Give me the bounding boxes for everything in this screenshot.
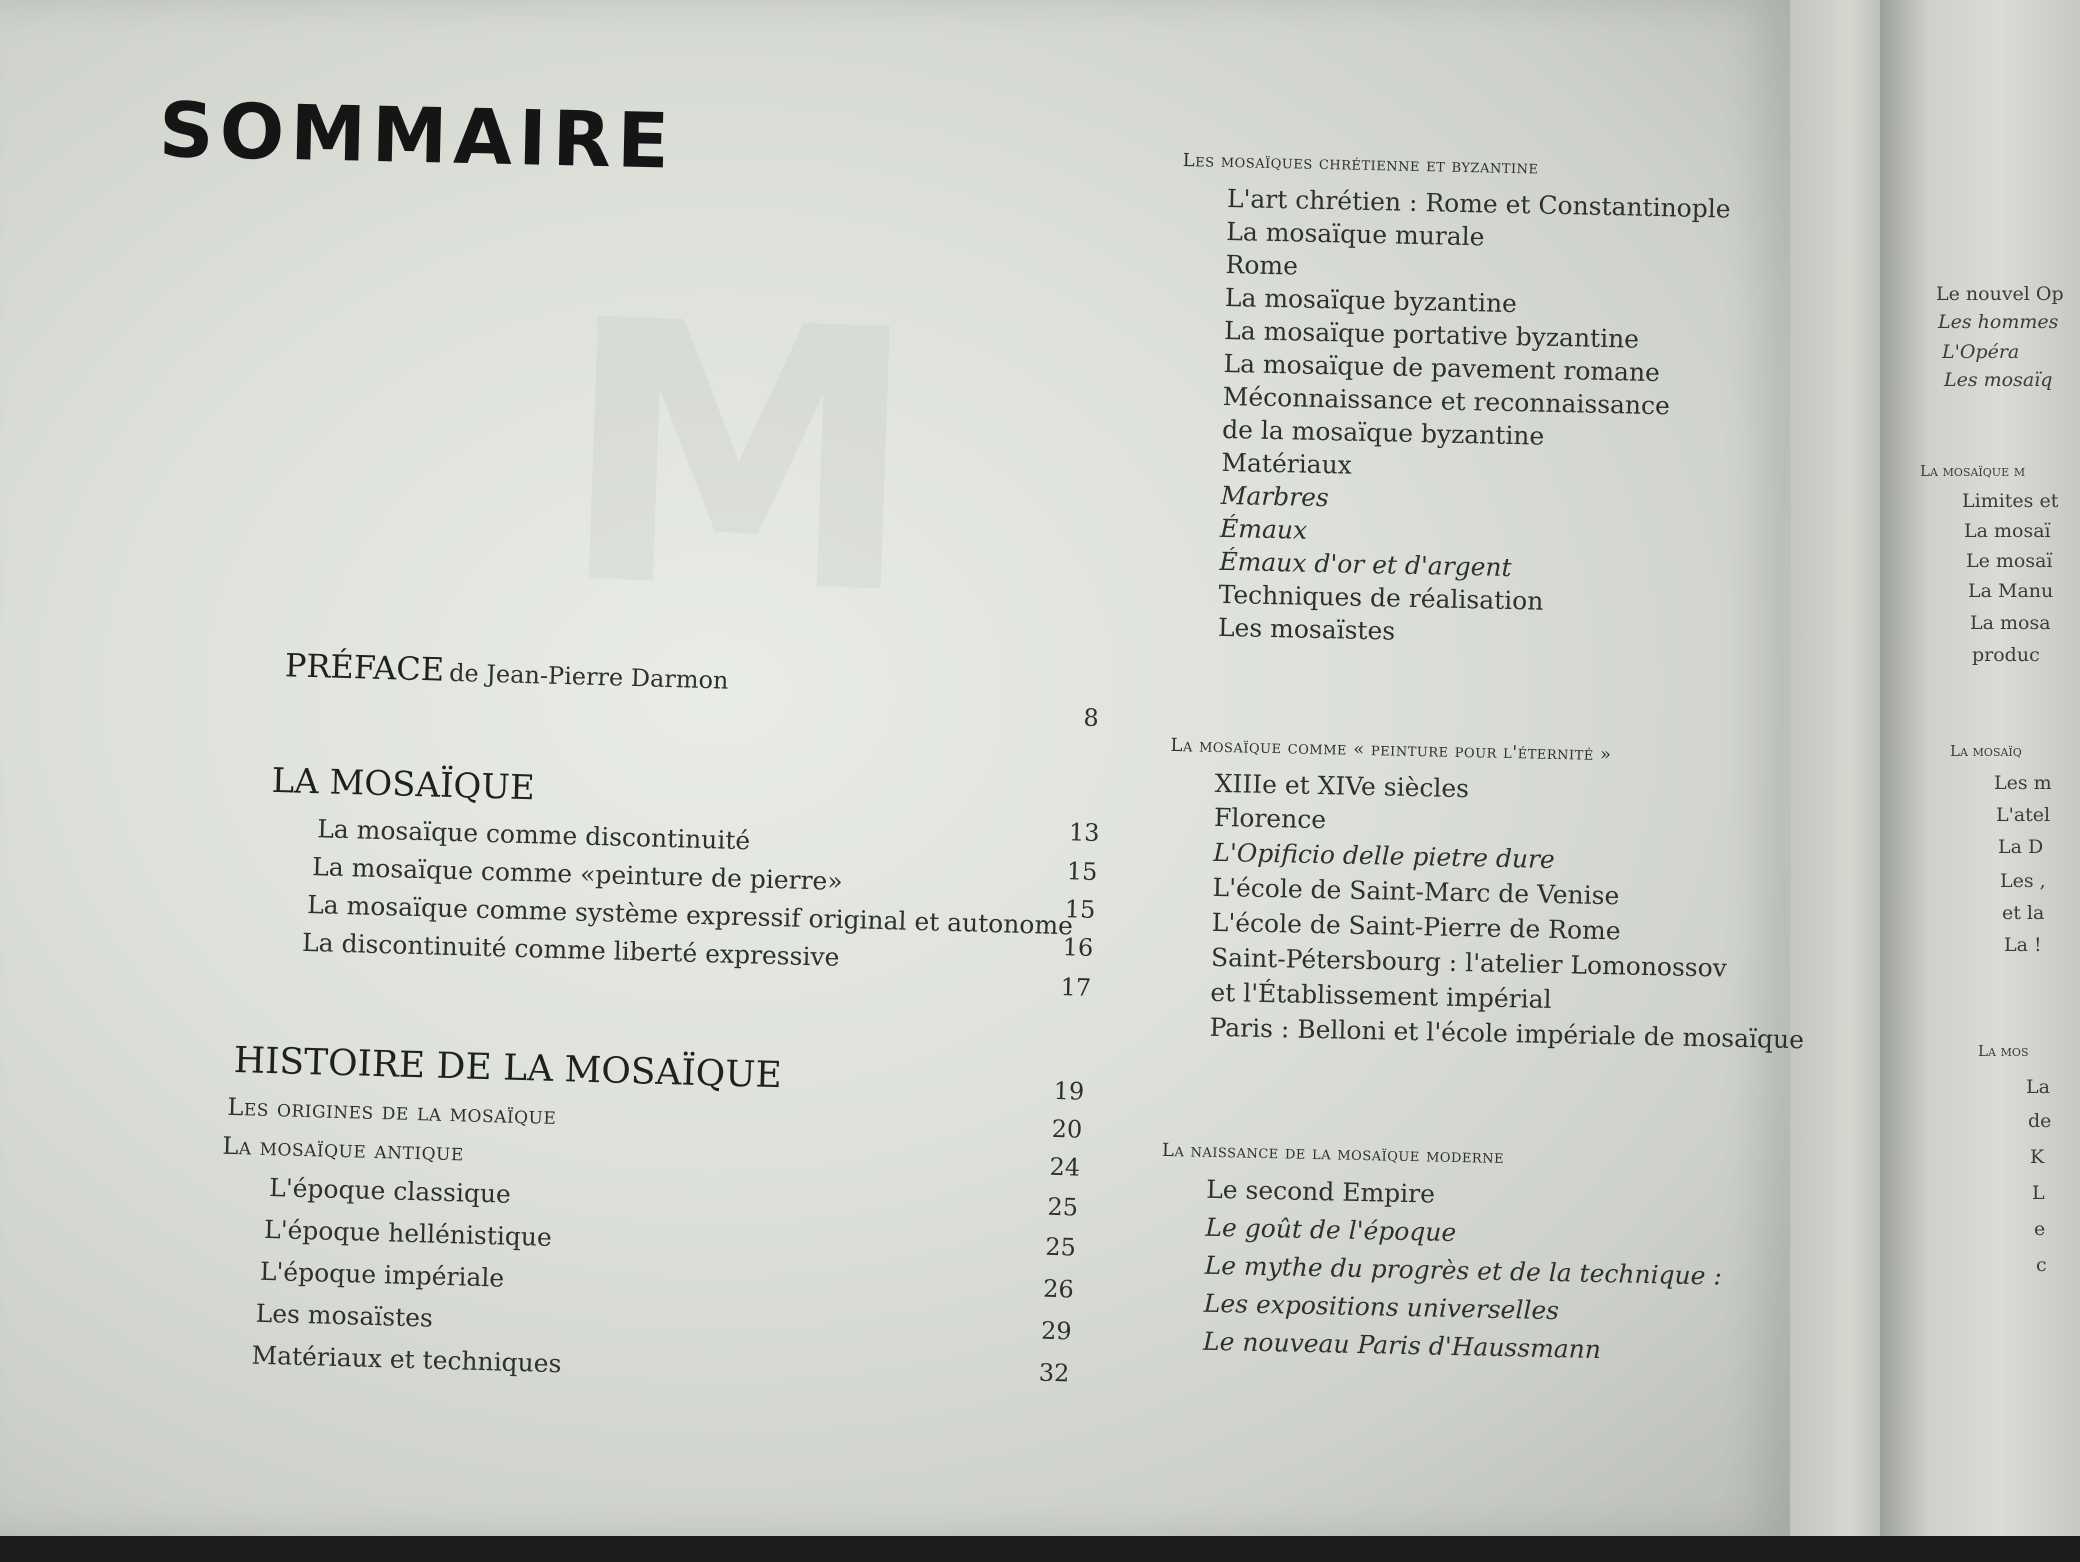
page-number: 13 xyxy=(1068,818,1100,848)
preface-label: PRÉFACE xyxy=(284,646,445,689)
section-heading: HISTOIRE DE LA MOSAÏQUE xyxy=(233,1039,783,1097)
toc-entry: L'école de Saint-Marc de Venise xyxy=(1212,872,1620,911)
toc-entry: L'école de Saint-Pierre de Rome xyxy=(1211,907,1621,946)
toc-entry: L'Opificio delle pietre dure xyxy=(1212,837,1556,875)
right-fragment: et la xyxy=(2002,902,2045,924)
toc-entry: Les expositions universelles xyxy=(1203,1288,1560,1326)
page-number: 19 xyxy=(1053,1076,1085,1106)
toc-entry: La mosaïque comme «peinture de pierre» xyxy=(311,852,844,896)
right-fragment: produc xyxy=(1972,644,2040,666)
page-title: SOMMAIRE xyxy=(157,85,677,186)
toc-entry: Marbres xyxy=(1220,480,1330,513)
toc-entry: L'art chrétien : Rome et Constantinople xyxy=(1226,183,1731,224)
right-fragment: La xyxy=(2026,1076,2050,1098)
toc-entry: La discontinuité comme liberté expressive xyxy=(301,927,840,972)
toc-entry: Le second Empire xyxy=(1205,1174,1436,1209)
toc-entry: La mosaïque comme discontinuité xyxy=(316,814,751,856)
toc-entry: Paris : Belloni et l'école impériale de mosaïque xyxy=(1209,1012,1805,1055)
right-fragment: Les mosaïq xyxy=(1944,369,2053,391)
page-number: 26 xyxy=(1042,1274,1075,1304)
page-number: 25 xyxy=(1044,1232,1077,1262)
toc-subsection: Les origines de la mosaïque xyxy=(227,1092,557,1131)
right-fragment: L'Opéra xyxy=(1942,341,2020,363)
page-number: 29 xyxy=(1040,1316,1072,1346)
right-fragment: Les , xyxy=(2000,870,2046,892)
toc-entry: La mosaïque portative byzantine xyxy=(1223,315,1640,354)
right-fragment: Le mosaï xyxy=(1966,550,2053,572)
right-fragment: c xyxy=(2036,1254,2047,1276)
right-fragment: La mosa xyxy=(1970,612,2051,634)
preface-author: de Jean-Pierre Darmon xyxy=(448,658,729,695)
right-fragment: L xyxy=(2032,1182,2045,1204)
faded-background-watermark: M xyxy=(552,243,966,676)
page-number: 15 xyxy=(1064,895,1096,924)
toc-entry: Le goût de l'époque xyxy=(1205,1212,1457,1248)
section-heading: La naissance de la mosaïque moderne xyxy=(1161,1139,1505,1169)
right-fragment: La mos xyxy=(1978,1042,2029,1060)
toc-entry: XIIIe et XIVe siècles xyxy=(1214,768,1470,804)
toc-entry: Matériaux et techniques xyxy=(251,1340,562,1379)
toc-entry: La mosaïque comme système expressif original et autonome xyxy=(306,889,1074,941)
toc-entry: La mosaïque murale xyxy=(1226,216,1485,252)
toc-subsection: La mosaïque antique xyxy=(222,1131,465,1167)
toc-entry: La mosaïque byzantine xyxy=(1224,282,1518,319)
toc-entry: Émaux xyxy=(1219,513,1308,545)
page-number: 20 xyxy=(1051,1114,1083,1144)
right-fragment: K xyxy=(2030,1146,2045,1168)
toc-entry: Les mosaïstes xyxy=(1217,612,1396,646)
right-fragment: L'atel xyxy=(1996,804,2051,826)
right-fragment: Limites et xyxy=(1962,490,2059,512)
right-page xyxy=(1880,0,2080,1536)
page-number: 16 xyxy=(1062,933,1094,962)
toc-entry: Matériaux xyxy=(1221,447,1353,480)
toc-entry: Méconnaissance et reconnaissance xyxy=(1222,381,1671,421)
page-number: 17 xyxy=(1060,973,1092,1002)
page-number: 15 xyxy=(1066,857,1098,887)
right-fragment: La Manu xyxy=(1968,580,2054,602)
right-fragment: La mosaïque m xyxy=(1920,462,2026,480)
page-number: 24 xyxy=(1049,1152,1081,1182)
section-heading: Les mosaïques chrétienne et byzantine xyxy=(1182,150,1539,179)
right-fragment: e xyxy=(2034,1218,2046,1240)
toc-entry: Techniques de réalisation xyxy=(1218,579,1544,616)
right-fragment: Les m xyxy=(1994,772,2052,794)
toc-entry: La mosaïque de pavement romane xyxy=(1223,348,1661,388)
right-fragment: La mosaï xyxy=(1964,520,2051,542)
right-fragment: de xyxy=(2028,1110,2052,1132)
page-number: 25 xyxy=(1047,1192,1079,1222)
toc-entry: Saint-Pétersbourg : l'atelier Lomonossov xyxy=(1210,942,1728,983)
toc-entry: et l'Établissement impérial xyxy=(1210,977,1552,1014)
toc-entry: Florence xyxy=(1213,802,1327,835)
section-heading: La mosaïque comme « peinture pour l'éternité » xyxy=(1170,734,1612,766)
right-fragment: La mosaïq xyxy=(1950,742,2022,760)
toc-entry: Les mosaïstes xyxy=(255,1298,434,1333)
toc-entry: L'époque classique xyxy=(268,1173,512,1209)
page-number: 32 xyxy=(1038,1358,1070,1388)
toc-entry: Rome xyxy=(1225,249,1299,281)
right-fragment: La D xyxy=(1998,836,2044,858)
toc-entry: L'époque impériale xyxy=(259,1256,505,1293)
toc-entry: L'époque hellénistique xyxy=(263,1214,553,1252)
right-fragment: Le nouvel Op xyxy=(1936,283,2064,305)
page-number: 8 xyxy=(1083,703,1100,732)
toc-entry: Le mythe du progrès et de la technique : xyxy=(1204,1250,1723,1291)
section-heading: LA MOSAÏQUE xyxy=(271,760,536,809)
right-fragment: La ! xyxy=(2004,934,2042,956)
right-fragment: Les hommes xyxy=(1938,311,2059,333)
toc-entry: de la mosaïque byzantine xyxy=(1221,414,1545,451)
toc-entry: Émaux d'or et d'argent xyxy=(1219,546,1512,583)
toc-entry: Le nouveau Paris d'Haussmann xyxy=(1202,1326,1602,1365)
